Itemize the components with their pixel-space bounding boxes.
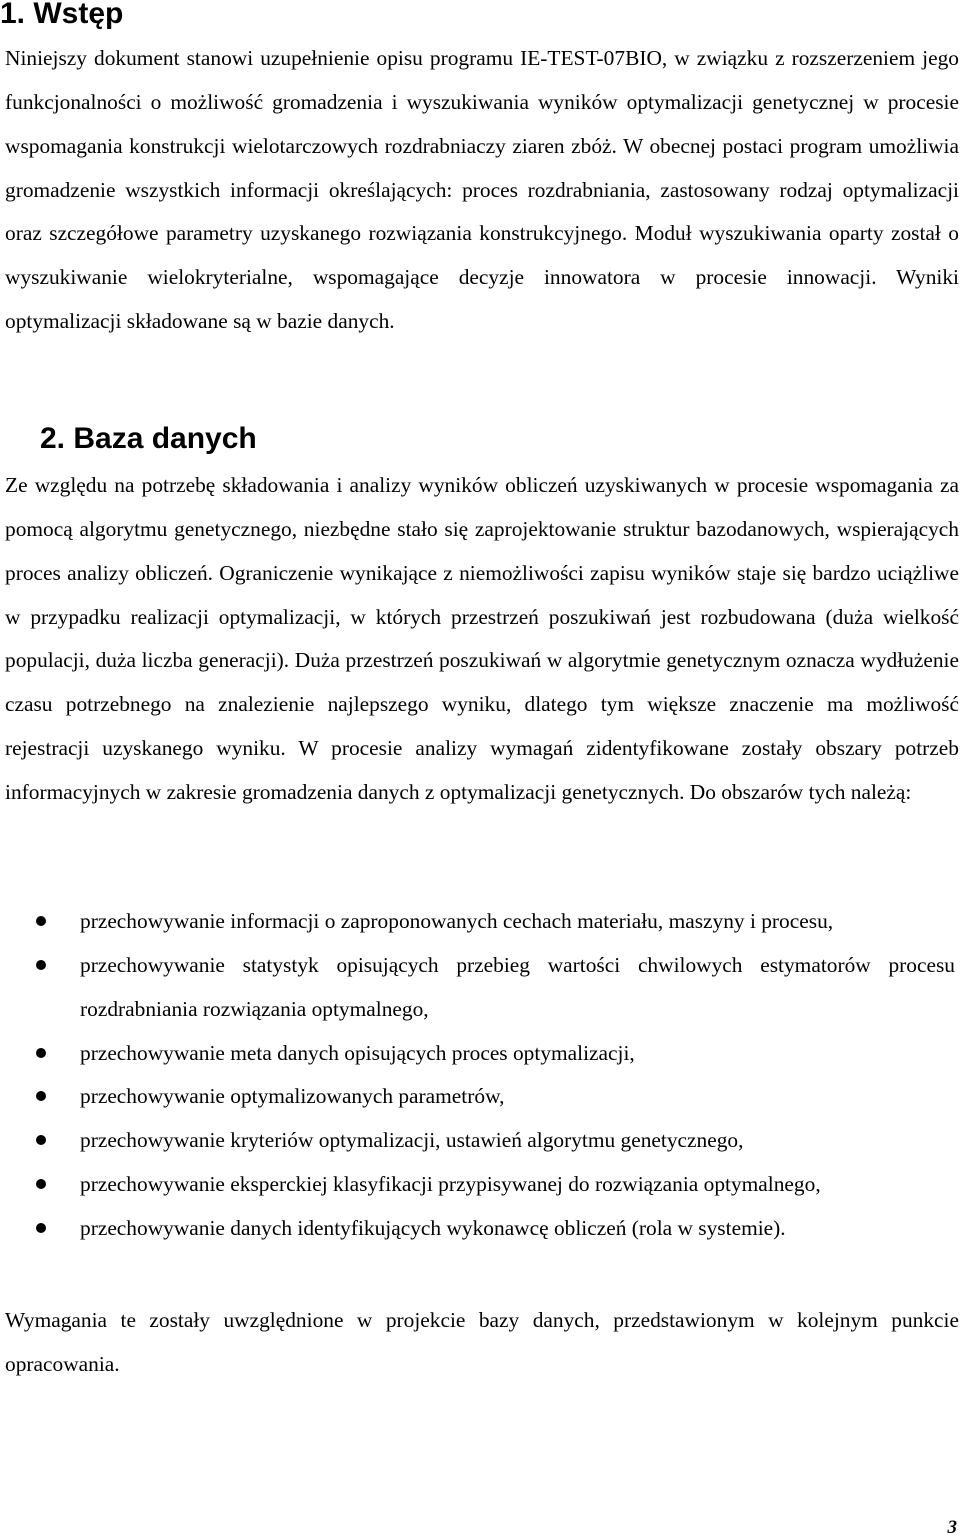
bullet-icon (36, 1223, 46, 1233)
requirements-list (0, 900, 960, 1251)
bullet-icon (36, 916, 46, 926)
list-item-text: przechowywanie kryteriów optymalizacji, ustawień algorytmu genetycznego, (80, 1128, 744, 1153)
list-item-text: przechowywanie eksperckiej klasyfikacji przypisywanej do rozwiązania optymalnego, (80, 1172, 821, 1197)
list-item (0, 1163, 960, 1207)
list-item (0, 1207, 960, 1251)
bullet-icon (36, 1048, 46, 1058)
bullet-icon (36, 960, 46, 970)
section-1-heading: 1. Wstęp (0, 0, 124, 30)
section-2-paragraph: Ze względu na potrzebę składowania i analizy wyników obliczeń uzyskiwanych w procesie wspomagania za pomocą algorytmu genetycznego, niezbędne stało się zaprojektowanie struktur bazodanowych, wspierających proces analizy obliczeń. Ograniczenie wynikające z niemożliwości zapisu wyników staje się bardzo uciążliwe w przypadku realizacji optymalizacji, w których przestrzeń poszukiwań jest rozbudowana (duża wielkość populacji, duża liczba generacji). Duża przestrzeń poszukiwań w algorytmie genetycznym oznacza wydłużenie czasu potrzebnego na znalezienie najlepszego wyniku, dlatego tym większe znaczenie ma możliwość rejestracji uzyskanego wyniku. W procesie analizy wymagań zidentyfikowane zostały obszary potrzeb informacyjnych w zakresie gromadzenia danych z optymalizacji genetycznych. Do obszarów tych należą: (5, 473, 959, 804)
list-item (0, 1075, 960, 1119)
list-item-text: przechowywanie meta danych opisujących proces optymalizacji, (80, 1040, 635, 1065)
closing-paragraph: Wymagania te zostały uwzględnione w projekcie bazy danych, przedstawionym w kolejnym punkcie opracowania. (5, 1308, 959, 1376)
bullet-icon (36, 1091, 46, 1101)
section-2-heading: 2. Baza danych (40, 422, 257, 455)
section-1-paragraph: Niniejszy dokument stanowi uzupełnienie opisu programu IE-TEST-07BIO, w związku z rozszerzeniem jego funkcjonalności o możliwość gromadzenia i wyszukiwania wyników optymalizacji genetycznej w procesie wspomagania konstrukcji wielotarczowych rozdrabniaczy ziaren zbóż. W obecnej postaci program umożliwia gromadzenie wszystkich informacji określających: proces rozdrabniania, zastosowany rodzaj optymalizacji oraz szczegółowe parametry uzyskanego rozwiązania konstrukcyjnego. Moduł wyszukiwania oparty został o wyszukiwanie wielokryterialne, wspomagające decyzje innowatora w procesie innowacji. Wyniki optymalizacji składowane są w bazie danych. (5, 46, 959, 334)
list-item-text: przechowywanie danych identyfikujących wykonawcę obliczeń (rola w systemie). (80, 1215, 786, 1240)
list-item (0, 944, 960, 1032)
list-item-text: przechowywanie informacji o zaproponowanych cechach materiału, maszyny i procesu, (80, 909, 834, 933)
list-item (0, 1119, 960, 1163)
list-item (0, 900, 960, 944)
list-item-text: przechowywanie optymalizowanych parametrów, (80, 1084, 505, 1109)
bullet-icon (36, 1179, 46, 1189)
bullet-icon (36, 1135, 46, 1145)
list-item (0, 1032, 960, 1076)
list-item-text: przechowywanie statystyk opisujących przebieg wartości chwilowych estymatorów procesu rozdrabniania rozwiązania optymalnego, (80, 952, 955, 1021)
page-number: 3 (947, 1517, 957, 1538)
